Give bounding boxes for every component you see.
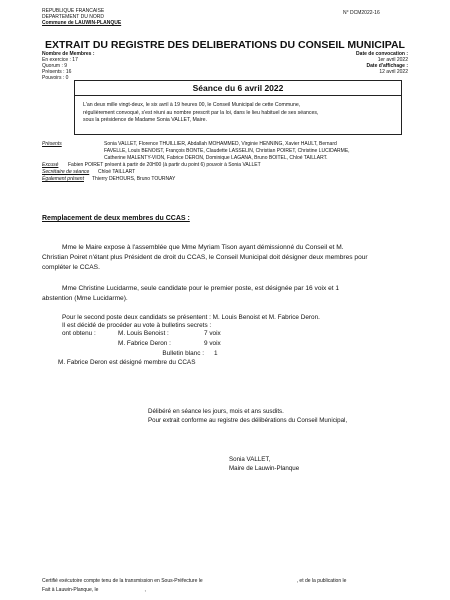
presents-list-line: FAVELLE, Louis BENOIST, François BONTE, Claudette LASSELIN, Christian POIRET, Christine LUCIDARME, <box>104 148 350 154</box>
members-quorum: Quorum : 9 <box>42 63 68 69</box>
paragraph-line: Il est décidé de procéder au vote à bulletins secrets : <box>62 322 212 329</box>
footer-text: , et de la publication le <box>296 578 347 584</box>
footer-fait-a: Fait à Lauwin-Planque, le , <box>42 587 146 593</box>
session-body <box>83 102 395 125</box>
convocation-date: 1er avril 2022 <box>377 57 408 63</box>
session-line: régulièrement convoqué, s'est réuni au nombre prescrit par la loi, dans le lieu habituel de ses séances, <box>83 109 319 116</box>
header-republique: REPUBLIQUE FRANCAISE <box>42 8 105 14</box>
paragraph-line: compléter le CCAS. <box>42 264 100 271</box>
vote-row <box>118 340 221 347</box>
members-pouvoirs: Pouvoirs : 0 <box>42 75 69 81</box>
session-line: L'an deux mille vingt-deux, le six avril à 19 heures 00, le Conseil Municipal de cette Commune, <box>83 102 301 108</box>
footer-text: Certifié exécutoire compte tenu de la transmission en Sous-Préfecture le <box>42 578 203 584</box>
members-presents: Présents : 16 <box>42 69 72 75</box>
egalement-label: Également présent <box>42 176 84 182</box>
document-number: N° DCM2022-16 <box>343 10 380 16</box>
header-departement: DEPARTEMENT DU NORD <box>42 14 104 20</box>
presents-label: Présents <box>42 141 62 147</box>
vote-result: M. Fabrice Deron est désigné membre du CCAS <box>58 359 196 366</box>
members-en-exercice: En exercice : 17 <box>42 57 78 63</box>
vote-row <box>118 350 218 357</box>
vote-count: 7 voix <box>204 330 221 337</box>
vote-candidate: M. Fabrice Deron : <box>118 340 171 347</box>
footer-text: Fait à Lauwin-Planque, le <box>42 587 99 593</box>
section-title: Remplacement de deux membres du CCAS : <box>42 215 190 222</box>
document-title: EXTRAIT DU REGISTRE DES DELIBERATIONS DU CONSEIL MUNICIPAL <box>45 39 405 51</box>
paragraph-line: Mme Christine Lucidarme, seule candidate pour le premier poste, est désignée par 16 voix et 1 <box>62 285 340 292</box>
excuses-value: Fabien POIRET présent à partir de 20H00 (à partir du point 6) pouvoir à Sonia VALLET <box>68 162 261 168</box>
presents-list-line: Catherine MALENTY-VION, Fabrice DERON, Dominique LAGANA, Bruno BOITEL, Chloé TAILLART. <box>104 155 328 161</box>
footer-certification <box>42 578 346 584</box>
vote-row <box>118 330 221 337</box>
paragraph-line: abstention (Mme Lucidarme). <box>42 295 128 302</box>
excuses-label: Excusé <box>42 162 59 168</box>
vote-candidate: M. Louis Benoist : <box>118 330 169 337</box>
affichage-date: 12 avril 2022 <box>379 69 408 75</box>
affichage-label: Date d'affichage : <box>366 63 408 69</box>
header-commune: Commune de LAUWIN-PLANQUE <box>42 20 122 26</box>
closing-line: Délibéré en séance les jours, mois et ans susdits. <box>148 408 284 415</box>
egalement-value: Thierry DEHOURS, Bruno TOURNAY <box>92 176 176 182</box>
closing-line: Pour extrait conforme au registre des délibérations du Conseil Municipal, <box>148 417 348 424</box>
session-heading: Séance du 6 avril 2022 <box>75 81 401 96</box>
secretaire-value: Chloé TAILLART <box>98 169 136 175</box>
paragraph-line: Pour le second poste deux candidats se présentent : M. Louis Benoist et M. Fabrice Deron. <box>62 314 320 321</box>
vote-candidate: Bulletin blanc : <box>162 350 204 357</box>
paragraph-line: Mme le Maire expose à l'assemblée que Mme Myriam Tison ayant démissionné du Conseil et M. <box>62 244 344 251</box>
session-box <box>74 80 402 135</box>
session-line: sous la présidence de Madame Sonia VALLET, Maire. <box>83 117 207 124</box>
signature-role: Maire de Lauwin-Planque <box>229 465 300 472</box>
members-label: Nombre de Membres : <box>42 51 95 57</box>
vote-count: 9 voix <box>204 340 221 347</box>
signature-name: Sonia VALLET, <box>229 456 271 463</box>
paragraph-line: Christian Poiret n'étant plus Président de droit du CCAS, le Conseil Municipal doit désigner deux membres pour <box>42 254 368 261</box>
paragraph-line: ont obtenu : <box>62 330 96 337</box>
vote-count: 1 <box>214 350 218 357</box>
presents-list-line: Sonia VALLET, Florence THUILLIER, Abdallah MOHAMMED, Virginie HENNING, Xavier HAULT, Bernard <box>104 141 337 147</box>
secretaire-label: Secrétaire de séance <box>42 169 90 175</box>
convocation-label: Date de convocation : <box>356 51 408 57</box>
